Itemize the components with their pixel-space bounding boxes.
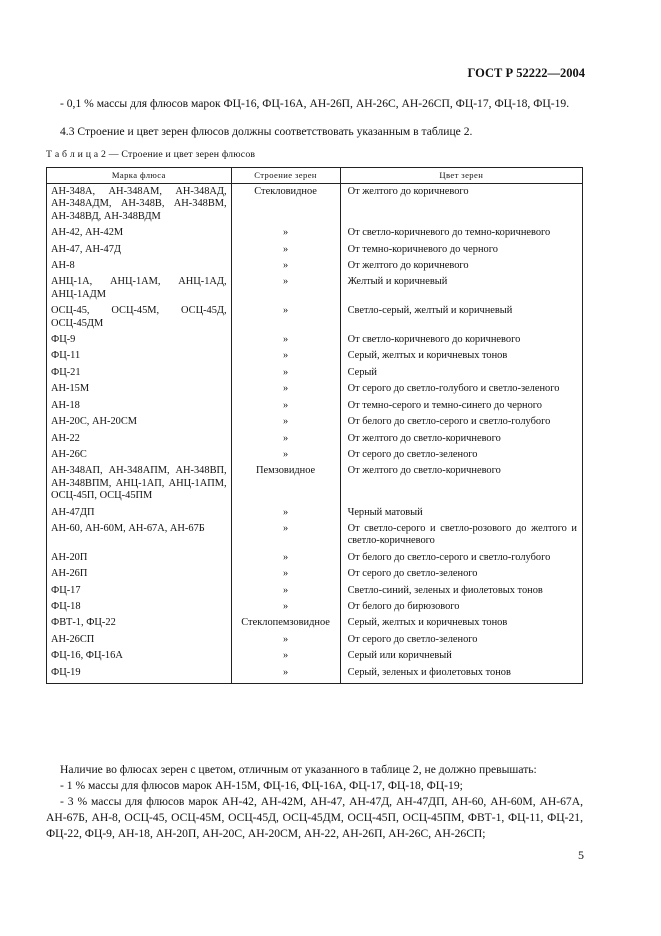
cell-structure: Стеклопемзовидное <box>231 615 340 631</box>
cell-color: От серого до светло-зеленого <box>340 566 582 582</box>
cell-color: Черный матовый <box>340 505 582 521</box>
bottom-text <box>46 762 583 842</box>
table-row <box>47 599 583 615</box>
cell-mark: АН-22 <box>47 431 232 447</box>
mass-01-text: - 0,1 % массы для флюсов марок ФЦ-16, ФЦ-16А, АН-26П, АН-26С, АН-26СП, ФЦ-17, ФЦ-18, ФЦ-19. <box>60 97 570 110</box>
cell-structure: » <box>231 447 340 463</box>
table-row <box>47 505 583 521</box>
cell-structure: » <box>231 632 340 648</box>
cell-mark: АН-20С, АН-20СМ <box>47 414 232 430</box>
cell-structure: » <box>231 225 340 241</box>
cell-structure: » <box>231 258 340 274</box>
table-row <box>47 431 583 447</box>
table-row <box>47 365 583 381</box>
cell-color: От серого до светло-голубого и светло-зеленого <box>340 381 582 397</box>
header-structure: Строение зерен <box>231 168 340 184</box>
cell-structure: » <box>231 332 340 348</box>
cell-structure: Стекловидное <box>231 184 340 226</box>
cell-mark: ФЦ-16, ФЦ-16А <box>47 648 232 664</box>
cell-mark: АН-42, АН-42М <box>47 225 232 241</box>
cell-structure: » <box>231 398 340 414</box>
table-row <box>47 648 583 664</box>
cell-structure: » <box>231 242 340 258</box>
table-row <box>47 258 583 274</box>
cell-mark: ФЦ-9 <box>47 332 232 348</box>
cell-color: От темно-коричневого до черного <box>340 242 582 258</box>
cell-color: От серого до светло-зеленого <box>340 632 582 648</box>
cell-color: От светло-коричневого до коричневого <box>340 332 582 348</box>
cell-color: От серого до светло-зеленого <box>340 447 582 463</box>
cell-mark: АН-8 <box>47 258 232 274</box>
cell-color: От белого до светло-серого и светло-голубого <box>340 414 582 430</box>
cell-color: От темно-серого и темно-синего до черного <box>340 398 582 414</box>
cell-structure: » <box>231 583 340 599</box>
cell-structure: » <box>231 348 340 364</box>
cell-mark: ФЦ-19 <box>47 665 232 684</box>
cell-structure: » <box>231 274 340 303</box>
cell-structure: Пемзовидное <box>231 463 340 504</box>
bottom-intro: Наличие во флюсах зерен с цветом, отличным от указанного в таблице 2, не должно превышать: <box>60 763 537 776</box>
bottom-item-1: - 1 % массы для флюсов марок АН-15М, ФЦ-16, ФЦ-16А, ФЦ-17, ФЦ-18, ФЦ-19; <box>60 779 463 792</box>
cell-color: Желтый и коричневый <box>340 274 582 303</box>
table-row <box>47 225 583 241</box>
cell-mark: АН-47ДП <box>47 505 232 521</box>
table-row <box>47 348 583 364</box>
table-row <box>47 274 583 303</box>
cell-structure: » <box>231 381 340 397</box>
table-row <box>47 463 583 504</box>
cell-color: Серый, зеленых и фиолетовых тонов <box>340 665 582 684</box>
table-row <box>47 615 583 631</box>
table-row <box>47 583 583 599</box>
cell-mark: АН-18 <box>47 398 232 414</box>
table-row <box>47 398 583 414</box>
cell-structure: » <box>231 566 340 582</box>
paragraph-mass-01 <box>46 96 583 112</box>
cell-color: От светло-коричневого до темно-коричневого <box>340 225 582 241</box>
cell-structure: » <box>231 665 340 684</box>
cell-color: Серый, желтых и коричневых тонов <box>340 615 582 631</box>
cell-mark: ФЦ-11 <box>47 348 232 364</box>
cell-color: Серый <box>340 365 582 381</box>
cell-mark: ОСЦ-45, ОСЦ-45М, ОСЦ-45Д, ОСЦ-45ДМ <box>47 303 232 332</box>
cell-structure: » <box>231 303 340 332</box>
table-row <box>47 632 583 648</box>
section-4-3-text: 4.3 Строение и цвет зерен флюсов должны соответствовать указанным в таблице 2. <box>60 125 473 138</box>
cell-structure: » <box>231 505 340 521</box>
cell-mark: АН-348АП, АН-348АПМ, АН-348ВП, АН-348ВПМ, АНЦ-1АП, АНЦ-1АПМ, ОСЦ-45П, ОСЦ-45ПМ <box>47 463 232 504</box>
cell-color: Светло-серый, желтый и коричневый <box>340 303 582 332</box>
table-row <box>47 550 583 566</box>
cell-color: Светло-синий, зеленых и фиолетовых тонов <box>340 583 582 599</box>
cell-color: От желтого до коричневого <box>340 184 582 226</box>
cell-mark: АН-15М <box>47 381 232 397</box>
cell-mark: АН-26СП <box>47 632 232 648</box>
cell-color: Серый, желтых и коричневых тонов <box>340 348 582 364</box>
cell-mark: ФВТ-1, ФЦ-22 <box>47 615 232 631</box>
cell-structure: » <box>231 648 340 664</box>
header-color: Цвет зерен <box>340 168 582 184</box>
cell-structure: » <box>231 521 340 550</box>
cell-mark: АН-47, АН-47Д <box>47 242 232 258</box>
table-row <box>47 242 583 258</box>
table-row <box>47 447 583 463</box>
flux-table <box>46 167 583 684</box>
cell-structure: » <box>231 414 340 430</box>
cell-mark: АН-26С <box>47 447 232 463</box>
cell-structure: » <box>231 550 340 566</box>
table-row <box>47 381 583 397</box>
table-caption: Т а б л и ц а 2 — Строение и цвет зерен флюсов <box>46 149 256 160</box>
cell-mark: АНЦ-1А, АНЦ-1АМ, АНЦ-1АД, АНЦ-1АДМ <box>47 274 232 303</box>
cell-structure: » <box>231 365 340 381</box>
cell-color: От светло-серого и светло-розового до желтого и светло-коричневого <box>340 521 582 550</box>
table-header-row <box>47 168 583 184</box>
table-row <box>47 184 583 226</box>
table-row <box>47 303 583 332</box>
table-row <box>47 665 583 684</box>
cell-color: От белого до светло-серого и светло-голубого <box>340 550 582 566</box>
document-header: ГОСТ Р 52222—2004 <box>467 66 585 80</box>
cell-structure: » <box>231 431 340 447</box>
cell-mark: АН-60, АН-60М, АН-67А, АН-67Б <box>47 521 232 550</box>
table-row <box>47 521 583 550</box>
paragraph-4-3 <box>46 124 583 140</box>
cell-mark: АН-348А, АН-348АМ, АН-348АД, АН-348АДМ, АН-348В, АН-348ВМ, АН-348ВД, АН-348ВДМ <box>47 184 232 226</box>
cell-color: От желтого до светло-коричневого <box>340 463 582 504</box>
cell-color: От желтого до светло-коричневого <box>340 431 582 447</box>
cell-mark: ФЦ-21 <box>47 365 232 381</box>
table-row <box>47 332 583 348</box>
page-number: 5 <box>578 848 584 862</box>
cell-color: От желтого до коричневого <box>340 258 582 274</box>
table-row <box>47 566 583 582</box>
bottom-item-3: - 3 % массы для флюсов марок АН-42, АН-42М, АН-47, АН-47Д, АН-47ДП, АН-60, АН-60М, АН-67А, АН-67Б, АН-8, ОСЦ-45, ОСЦ-45М, ОСЦ-45Д, ОСЦ-45ДМ, ОСЦ-45П, ОСЦ-45ПМ, ФВТ-1, ФЦ-11, ФЦ-21, ФЦ-22, ФЦ-9, АН-18, АН-20П, АН-20С, АН-20СМ, АН-22, АН-26П, АН-26С, АН-26СП; <box>46 795 583 840</box>
cell-mark: АН-26П <box>47 566 232 582</box>
header-mark: Марка флюса <box>47 168 232 184</box>
cell-mark: ФЦ-17 <box>47 583 232 599</box>
table-row <box>47 414 583 430</box>
cell-color: От белого до бирюзового <box>340 599 582 615</box>
cell-color: Серый или коричневый <box>340 648 582 664</box>
cell-structure: » <box>231 599 340 615</box>
cell-mark: ФЦ-18 <box>47 599 232 615</box>
cell-mark: АН-20П <box>47 550 232 566</box>
